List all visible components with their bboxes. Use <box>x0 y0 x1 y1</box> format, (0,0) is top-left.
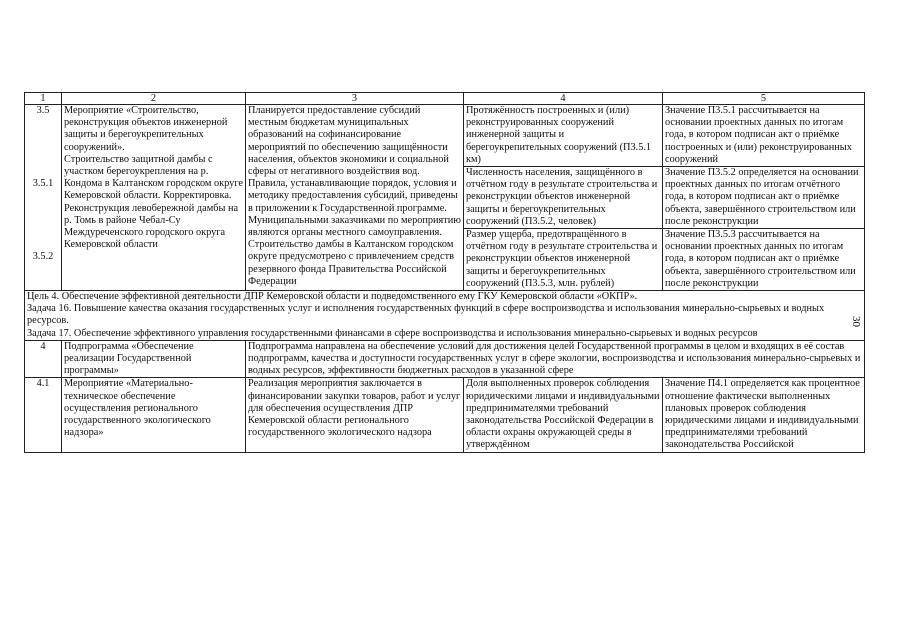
description-4-1: Реализация мероприятия заключается в финансировании закупки товаров, работ и услуг для обеспечения осуществления ДПР Кемеровской области регионального государственного экологического надзора <box>246 378 464 452</box>
num-4: 4 <box>25 340 62 378</box>
row-4-1 <box>25 378 865 452</box>
header-cell-5: 5 <box>663 93 865 105</box>
row-3-5-a <box>25 105 865 167</box>
document-table <box>24 92 865 453</box>
goal-block <box>25 291 865 341</box>
indicator-3-5-3: Размер ущерба, предотвращённого в отчётном году в результате строительства и реконструкции объектов инженерной защиты и берегоукрепительных сооружений (П3.5.3, млн. рублей) <box>464 229 663 291</box>
method-3-5-1: Значение П3.5.1 рассчитывается на основании проектных данных по итогам года, в котором подписан акт о приёмке построенных и (или) реконструированных сооружений <box>663 105 865 167</box>
num-3-5-1: 3.5.1 <box>32 178 54 190</box>
description-3-5 <box>246 105 464 291</box>
header-cell-1: 1 <box>25 93 62 105</box>
header-cell-4: 4 <box>464 93 663 105</box>
task-16: Задача 16. Повышение качества оказания государственных услуг и исполнения государственных функций в сфере воспроизводства и использования минерально-сырьевых и водных ресурсов. <box>27 303 825 327</box>
num-3-5: 3.5 <box>36 105 50 116</box>
header-row <box>25 93 865 105</box>
header-cell-2: 2 <box>62 93 246 105</box>
method-3-5-2: Значение П3.5.2 определяется на основании проектных данных по итогам отчётного года, в котором подписан акт о приёмке объекта, завершённого строительством или после реконструкции <box>663 167 865 229</box>
num-4-1: 4.1 <box>25 378 62 452</box>
name-4-1: Мероприятие «Материально-техническое обеспечение осуществления регионального государственного экологического надзора» <box>62 378 246 452</box>
indicator-3-5-1: Протяжённость построенных и (или) реконструированных сооружений инженерной защиты и берегоукрепительных сооружений (П3.5.1 км) <box>464 105 663 167</box>
page-number: 30 <box>850 316 862 327</box>
names-3-5 <box>62 105 246 291</box>
numbers-3-5 <box>25 105 62 291</box>
indicator-4-1: Доля выполненных проверок соблюдения юридическими лицами и индивидуальными предпринимателями требований законодательства Российской Федерации в области охраны окружающей среды в утверждённом <box>464 378 663 452</box>
description-3-5-p1: Планируется предоставление субсидий местным бюджетам муниципальных образований на софинансирование мероприятий по обеспечению защищённости населения, объектов экономики и социальной сферы от негативного воздействия вод. <box>248 105 449 178</box>
goal-4: Цель 4. Обеспечение эффективной деятельности ДПР Кемеровской области и подведомственного ему ГКУ Кемеровской области «ОКПР». <box>27 291 638 303</box>
description-3-5-p2: Правила, устанавливающие порядок, условия и методику предоставления субсидий, приведены в приложении к Государственной программе. <box>248 178 458 214</box>
row-4 <box>25 340 865 378</box>
description-3-5-p4: Строительство дамбы в Калтанском городском округе предусмотрено с привлечением средств резервного фонда Правительства Российской Федерации <box>248 239 454 287</box>
name-3-5-2: Реконструкция левобережной дамбы на р. Томь в районе Чебал-Су Междуреченского городского округа Кемеровской области <box>64 202 239 251</box>
name-3-5-1: Строительство защитной дамбы с участком берегоукрепления на р. Кондома в Калтанском городском округе Кемеровской области. Корректировка. <box>64 153 243 202</box>
num-3-5-2: 3.5.2 <box>32 251 54 263</box>
name-3-5: Мероприятие «Строительство, реконструкция объектов инженерной защиты и берегоукрепительных сооружений». <box>64 105 228 153</box>
description-3-5-p3: Муниципальными заказчиками по мероприятию являются органы местного самоуправления. <box>248 214 461 239</box>
method-4-1: Значение П4.1 определяется как процентное отношение фактически выполненных плановых проверок соблюдения юридическими лицами и индивидуальными предпринимателями требований законодательства Российской <box>663 378 865 452</box>
task-17: Задача 17. Обеспечение эффективного управления государственными финансами в сфере воспроизводства и использования минерально-сырьевых и водных ресурсов <box>27 327 758 339</box>
description-4: Подпрограмма направлена на обеспечение условий для достижения целей Государственной программы в целом и входящих в её состав подпрограмм, качества и доступности государственных услуг в сфере экологии, воспроизводства и использования минерально-сырьевых и водных ресурсов, эффективности бюджетных расходов в указанной сфере <box>246 340 865 378</box>
header-cell-3: 3 <box>246 93 464 105</box>
goal-row <box>25 291 865 341</box>
method-3-5-3: Значение П3.5.3 рассчитывается на основании проектных данных по итогам года, в котором подписан акт о приёмке объекта, завершённого строительством или после реконструкции <box>663 229 865 291</box>
name-4: Подпрограмма «Обеспечение реализации Государственной программы» <box>62 340 246 378</box>
indicator-3-5-2: Численность населения, защищённого в отчётном году в результате строительства и реконструкции объектов инженерной защиты и берегоукрепительных сооружений (П3.5.2, человек) <box>464 167 663 229</box>
